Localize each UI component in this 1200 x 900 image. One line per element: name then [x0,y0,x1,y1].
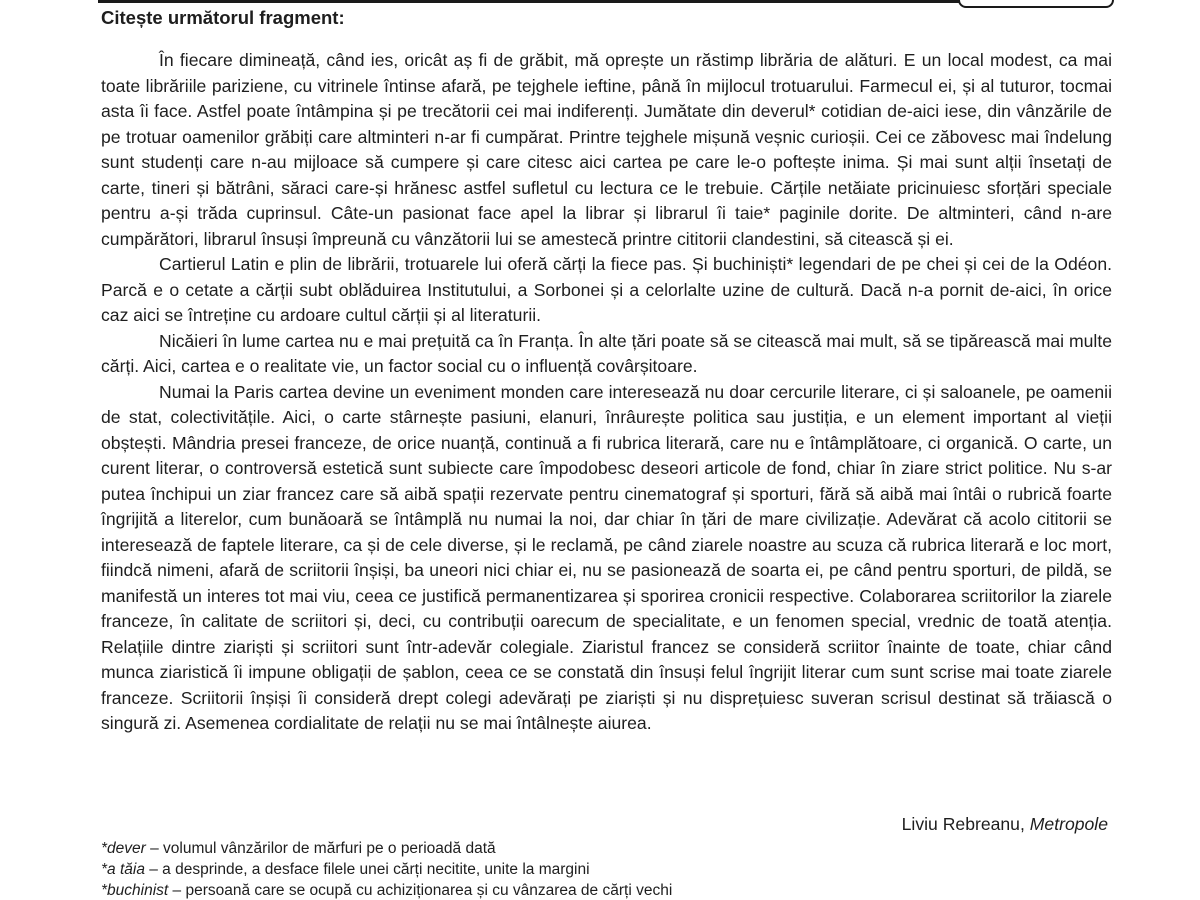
footnote-buchinist [101,880,1101,900]
footnote-definition: – persoană care se ocupă cu achiziționarea și cu vânzarea de cărți vechi [168,882,673,899]
score-box-edge [958,0,1114,8]
footnote-definition: – volumul vânzărilor de mărfuri pe o perioadă dată [145,840,496,857]
footnote-term: *buchinist [101,882,169,899]
paragraph-2: Cartierul Latin e plin de librării, trotuarele lui oferă cărți la fiece pas. Și buchiniști* legendari de pe chei și cei de la Odéon. Parcă e o cetate a cărții subt oblăduirea Institutului, a Sorbonei și a celorlalte uzine de cultură. Dacă n-a pornit de-aici, în orice caz aici se întreține cu ardoare cultul cărții și al literaturii. [101,254,1112,325]
author-name: Liviu Rebreanu, [901,814,1025,834]
task-heading: Citește următorul fragment: [101,7,345,28]
paragraph-1: În fiecare dimineață, când ies, oricât aș fi de grăbit, mă oprește un răstimp librăria de alături. E un local modest, ca mai toate librăriile pariziene, cu vitrinele întinse afară, pe tejghele ieftine, până în mijlocul trotuarului. Farmecul ei, și al tuturor, tocmai asta îi face. Astfel poate întâmpina și pe trecătorii cei mai indiferenți. Jumătate din deverul* cotidian de-aici iese, din vânzările de pe trotuar oamenilor grăbiți care altminteri n-ar fi cumpărat. Printre tejghele mișună veșnic curioșii. Cei ce zăbovesc mai îndelung sunt studenți care n-au mijloace să cumpere și care citesc aici cartea pe care le-o poftește inima. Și mai sunt alții însetați de carte, tineri și bătrâni, săraci care-și hrănesc astfel sufletul cu lectura ce le trebuie. Cărțile netăiate pricinuiesc sforțări speciale pentru a-și trăda cuprinsul. Câte-un pasionat face apel la librar și librarul îi taie* paginile dorite. De altminteri, când n-are cumpărători, librarul însuși împreună cu vânzătorii lui se amestecă printre cititorii clandestini, să citească și ei. [101,50,1112,249]
footnote-term: *a tăia [101,861,145,878]
paragraph-3: Nicăieri în lume cartea nu e mai prețuită ca în Franța. În alte țări poate să se citească mai mult, să se tipărească mai multe cărți. Aici, cartea e o realitate vie, un factor social cu o influență covârșitoare. [101,330,1112,376]
footnote-definition: – a desprinde, a desface filele unei cărți necitite, unite la margini [144,861,590,878]
literary-fragment [101,48,1112,737]
source-attribution [902,812,1108,836]
paragraph-4: Numai la Paris cartea devine un eveniment monden care interesează nu doar cercurile literare, ci și saloanele, pe oamenii de stat, colectivitățile. Aici, o carte stârnește pasiuni, elanuri, înrâurește politica sau justiția, e un element important al vieții obștești. Mândria presei franceze, de orice nuanță, continuă a fi rubrica literară, care nu e întâmplătoare, ci organică. O carte, un curent literar, o controversă estetică sunt subiecte care împodobesc deseori articole de fond, chiar în ziare strict politice. Nu s-ar putea închipui un ziar francez care să aibă spații rezervate pentru cinematograf și sporturi, fără să aibă mai întâi o rubrică foarte îngrijită a literelor, cum bunăoară se întâmplă nu numai la noi, dar chiar în țări de mare civilizație. Adevărat că acolo cititorii se interesează de faptele literare, ca și de cele diverse, și le reclamă, pe când ziarele noastre au scuza că rubrica literară e loc mort, fiindcă nimeni, afară de scriitorii înșiși, ba uneori nici chiar ei, nu se pasionează de soarta ei, pe când pentru sporturi, de pildă, se manifestă un interes tot mai viu, ceea ce justifică permanentizarea și sporirea cronicii respective. Colaborarea scriitorilor la ziarele franceze, în calitate de scriitori și, deci, cu contribuții oarecum de specialitate, e un fenomen special, vrednic de toată atenția. Relațiile dintre ziariști și scriitori sunt într-adevăr colegiale. Ziaristul francez se consideră scriitor înainte de toate, chiar când munca ziaristică îi impune obligații de șablon, ceea ce se constată din însuși felul îngrijit literar cum sunt scrise mai toate ziarele franceze. Scriitorii înșiși îi consideră drept colegi adevărați pe ziariști și nu disprețuiesc suveran scrisul destinat să trăiască o singură zi. Asemenea cordialitate de relații nu se mai întâlnește aiurea. [101,381,1112,733]
work-title: Metropole [1029,814,1108,834]
glossary-footnotes [101,838,1101,900]
footnote-term: *dever [101,840,146,857]
footnote-dever [101,838,1101,859]
footnote-a-taia [101,859,1101,880]
